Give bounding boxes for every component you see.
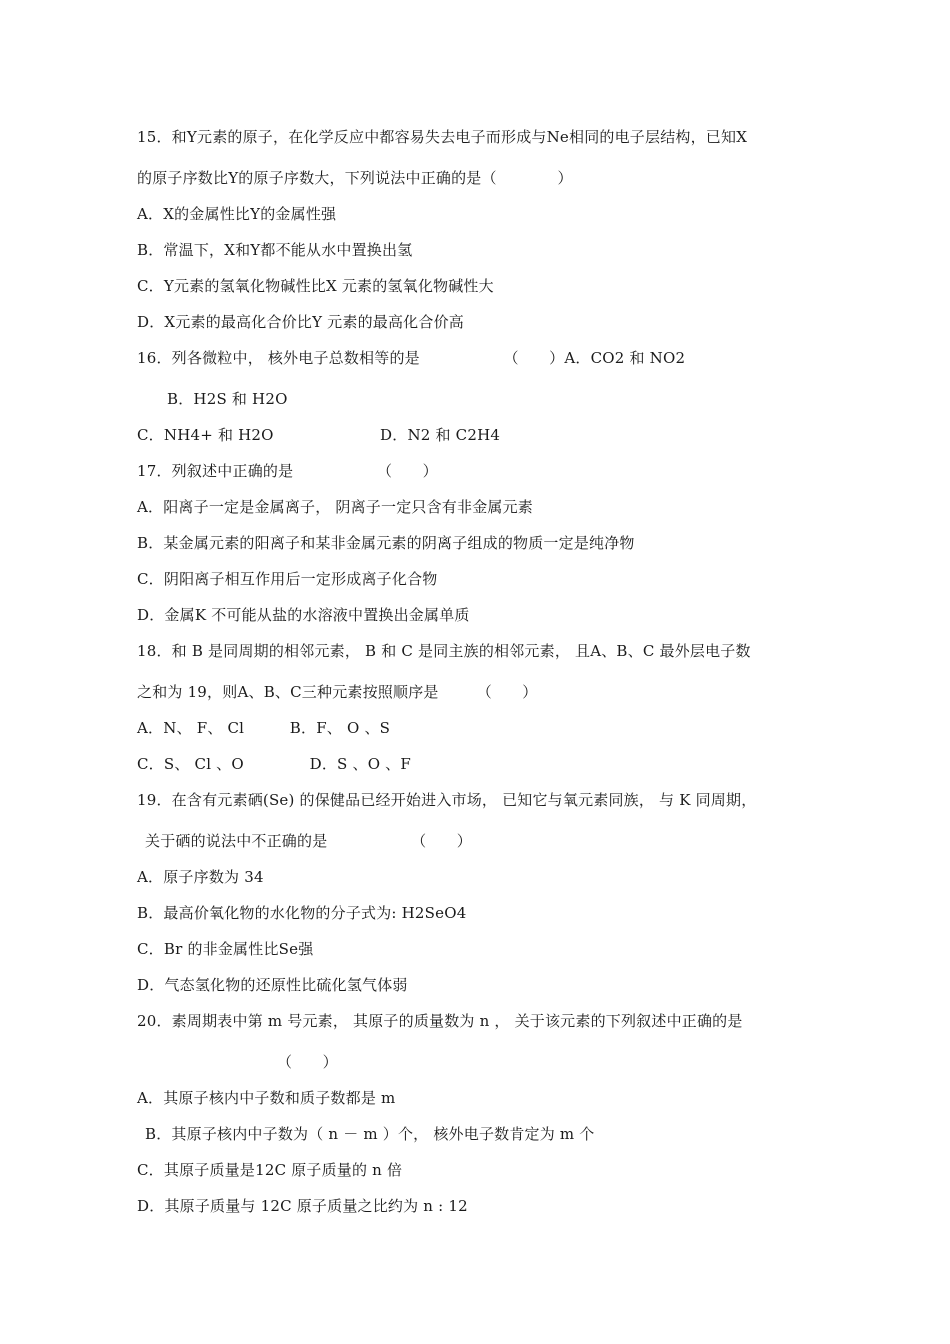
q15-option-c: C．Y元素的氢氧化物碱性比X 元素的氢氧化物碱性大 [137,277,494,295]
q17-option-b: B．某金属元素的阳离子和某非金属元素的阴离子组成的物质一定是纯净物 [137,534,635,552]
q20-option-b: B．其原子核内中子数为（ n － m ）个， 核外电子数肯定为 m 个 [145,1125,595,1143]
q16-option-b: B．H2S 和 H2O [167,390,288,408]
q18-options-ab: A．N、 F、 Cl B．F、 O 、S [137,719,391,737]
q17-option-c: C．阴阳离子相互作用后一定形成离子化合物 [137,570,438,588]
q18-options-cd: C．S、 Cl 、O D．S 、O 、F [137,755,411,773]
q18-stem-line2: 之和为 19，则A、B、C三种元素按照顺序是 （ ） [137,683,538,701]
q20-answer-blank: （ ） [277,1053,338,1071]
q20-option-c: C．其原子质量是12C 原子质量的 n 倍 [137,1161,403,1179]
q19-option-d: D．气态氢化物的还原性比硫化氢气体弱 [137,976,408,994]
q16-stem: 16．列各微粒中， 核外电子总数相等的是 （ ）A．CO2 和 NO2 [137,349,686,367]
q17-option-d: D．金属K 不可能从盐的水溶液中置换出金属单质 [137,606,470,624]
q17-stem: 17．列叙述中正确的是 （ ） [137,462,438,480]
q16-options-cd: C．NH4+ 和 H2O D．N2 和 C2H4 [137,426,501,444]
q15-option-d: D．X元素的最高化合价比Y 元素的最高化合价高 [137,313,464,331]
q17-option-a: A．阳离子一定是金属离子， 阴离子一定只含有非金属元素 [137,498,534,516]
q19-option-b: B．最高价氧化物的水化物的分子式为: H2SeO4 [137,904,467,922]
q15-stem-line2: 的原子序数比Y的原子序数大，下列说法中正确的是（ ） [137,169,573,187]
q18-stem-line1: 18．和 B 是同周期的相邻元素， B 和 C 是同主族的相邻元素， 且A、B、C 最外层电子数 [137,642,751,660]
q15-option-b: B．常温下，X和Y都不能从水中置换出氢 [137,241,413,259]
q15-stem-line1: 15．和Y元素的原子，在化学反应中都容易失去电子而形成与Ne相同的电子层结构，已知X [137,128,748,146]
q19-stem-line2: 关于硒的说法中不正确的是 （ ） [145,832,472,850]
q20-option-d: D．其原子质量与 12C 原子质量之比约为 n : 12 [137,1197,468,1215]
q19-stem-line1: 19．在含有元素硒(Se) 的保健品已经开始进入市场， 已知它与氧元素同族， 与 K 同周期， [137,791,757,809]
q20-stem: 20．素周期表中第 m 号元素， 其原子的质量数为 n ， 关于该元素的下列叙述中正确的是 [137,1012,743,1030]
q15-option-a: A．X的金属性比Y的金属性强 [137,205,337,223]
q20-option-a: A．其原子核内中子数和质子数都是 m [137,1089,396,1107]
q19-option-c: C．Br 的非金属性比Se强 [137,940,314,958]
q19-option-a: A．原子序数为 34 [137,868,264,886]
